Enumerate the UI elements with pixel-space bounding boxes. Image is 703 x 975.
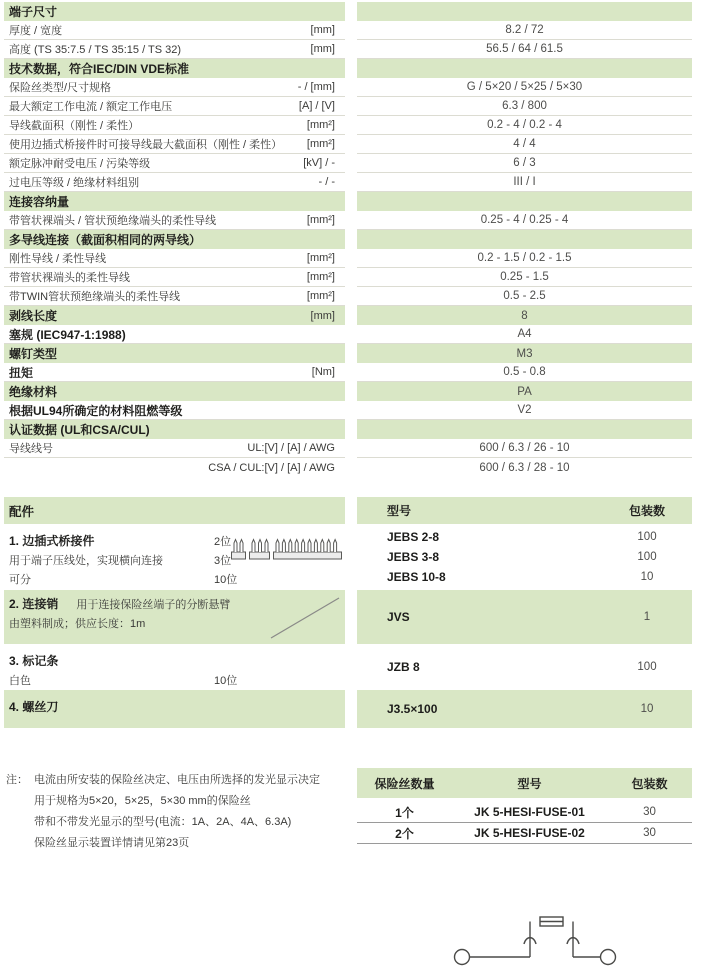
accessory-name: 1. 边插式桥接件 [9, 534, 95, 548]
spec-label: 扭矩 [9, 365, 34, 380]
spec-label: 塞规 (IEC947-1:1988) [9, 327, 126, 342]
spec-unit: [mm²] [306, 271, 335, 283]
spec-value: 0.5 - 2.5 [357, 287, 692, 306]
spec-value: V2 [357, 401, 692, 420]
spec-label: 高度 (TS 35:7.5 / TS 35:15 / TS 32) [9, 44, 182, 56]
spec-row [4, 154, 692, 173]
spec-value: 4 / 4 [357, 135, 692, 154]
spec-value: G / 5×20 / 5×25 / 5×30 [357, 78, 692, 97]
section-title: 绝缘材料 [9, 385, 58, 399]
accessories-title: 配件 [4, 497, 345, 524]
accessory-poles: 10位 [214, 674, 238, 687]
spec-label: 根据UL94所确定的材料阻燃等级 [9, 403, 183, 418]
accessory-desc: 可分 [9, 573, 31, 586]
spec-unit: [mm²] [306, 214, 335, 226]
accessory-name: 2. 连接销 [9, 597, 59, 611]
spec-unit: - / - [318, 176, 335, 188]
spec-value: A4 [357, 325, 692, 344]
accessories-panel [4, 497, 345, 728]
spec-row [4, 40, 692, 59]
models-table [357, 497, 692, 728]
fuse-row [357, 802, 692, 823]
accessory-item-pin [4, 590, 345, 644]
spec-value: 6.3 / 800 [357, 97, 692, 116]
spec-row [4, 401, 692, 420]
spec-unit: [kV] / - [303, 157, 335, 169]
spec-value: 0.2 - 1.5 / 0.2 - 1.5 [357, 249, 692, 268]
spec-value: 8 [357, 306, 692, 325]
spec-value [357, 420, 692, 439]
spec-value [357, 59, 692, 78]
section-title: 端子尺寸 [9, 5, 58, 19]
column-fuse-qty: 保险丝数量 [374, 776, 435, 791]
spec-label: 带管状裸端头的柔性导线 [9, 272, 130, 284]
note-line: 保险丝显示装置详情请见第23页 [34, 837, 190, 849]
accessory-desc: 白色 [9, 674, 31, 687]
pack-qty: 10 [640, 703, 654, 715]
spec-value: M3 [357, 344, 692, 363]
spec-unit: CSA / CUL:[V] / [A] / AWG [208, 461, 335, 474]
model-number: J3.5×100 [387, 702, 438, 716]
spec-unit: [Nm] [311, 366, 335, 378]
connecting-pin-icon [269, 596, 341, 640]
model-row [357, 699, 692, 719]
fuse-table-header [357, 768, 692, 798]
section-title: 技术数据，符合IEC/DIN VDE标准 [9, 62, 190, 76]
spec-value: 0.25 - 4 / 0.25 - 4 [357, 211, 692, 230]
model-number: JEBS 10-8 [387, 570, 446, 584]
accessory-name: 3. 标记条 [9, 654, 59, 668]
spec-label: 保险丝类型/尺寸规格 [9, 82, 112, 94]
spec-label: 刚性导线 / 柔性导线 [9, 253, 107, 265]
column-model: 型号 [387, 504, 412, 518]
spec-unit: [mm] [310, 24, 335, 36]
spec-unit: UL:[V] / [A] / AWG [247, 442, 335, 454]
column-pack: 包装数 [631, 776, 668, 791]
models-group [357, 647, 692, 687]
accessory-desc: 用于连接保险丝端子的分断悬臂 [76, 598, 231, 611]
spec-value: 0.25 - 1.5 [357, 268, 692, 287]
spec-label: 带TWIN管状预绝缘端头的柔性导线 [9, 291, 181, 303]
accessory-item-bridge [4, 527, 345, 587]
bridge-comb-icon [231, 535, 343, 561]
spec-section-header [4, 59, 692, 78]
spec-row [4, 458, 692, 477]
model-number: JZB 8 [387, 660, 420, 674]
spec-value: PA [357, 382, 692, 401]
pack-qty: 100 [637, 661, 657, 673]
spec-section-header [4, 420, 692, 439]
section-title: 剥线长度 [9, 309, 58, 323]
spec-section-header [4, 2, 692, 21]
fuse-row [357, 823, 692, 844]
spec-unit: [mm] [310, 309, 335, 322]
pack-qty: 1 [643, 611, 651, 623]
accessory-item-screwdriver [4, 690, 345, 728]
spec-value: 600 / 6.3 / 28 - 10 [479, 461, 570, 474]
spec-section-header [4, 344, 692, 363]
spec-value [357, 2, 692, 21]
spec-unit: [A] / [V] [298, 100, 335, 112]
spec-label: 额定脉冲耐受电压 / 污染等级 [9, 158, 151, 170]
model-number: JVS [387, 610, 410, 624]
spec-row [4, 21, 692, 40]
spec-unit: - / [mm] [297, 81, 335, 93]
model-number: JK 5-HESI-FUSE-01 [474, 805, 585, 819]
section-title: 多导线连接（截面积相同的两导线） [9, 233, 202, 247]
accessory-poles: 3位 [214, 554, 232, 567]
spec-row [4, 116, 692, 135]
model-number: JEBS 2-8 [387, 530, 440, 544]
note-prefix: 注： [6, 774, 28, 786]
spec-row [4, 249, 692, 268]
spec-unit: [mm²] [306, 119, 335, 131]
fuse-qty: 2个 [395, 826, 414, 841]
spec-table [4, 2, 692, 477]
spec-label: 厚度 / 宽度 [9, 25, 63, 37]
spec-value: III / I [357, 173, 692, 192]
section-title: 认证数据 (UL和CSA/CUL) [9, 423, 150, 437]
accessory-poles: 10位 [214, 573, 238, 586]
spec-row [4, 78, 692, 97]
model-row [357, 527, 692, 547]
section-title: 连接容纳量 [9, 195, 70, 209]
column-pack: 包装数 [628, 504, 665, 518]
accessory-poles: 2位 [214, 535, 232, 548]
spec-row [4, 97, 692, 116]
spec-row [4, 135, 692, 154]
accessory-desc: 由塑料制成；供应长度：1m [9, 617, 146, 630]
spec-value: 0.2 - 4 / 0.2 - 4 [357, 116, 692, 135]
spec-row [4, 173, 692, 192]
accessory-desc: 用于端子压线处，实现横向连接 [9, 554, 163, 567]
models-group [357, 527, 692, 587]
spec-label: 导线线号 [9, 443, 53, 455]
spec-unit: [mm²] [306, 290, 335, 302]
pack-qty: 30 [643, 806, 656, 818]
pack-qty: 100 [637, 551, 657, 563]
note-line: 用于规格为5×20，5×25，5×30 mm的保险丝 [34, 795, 251, 807]
spec-row [4, 268, 692, 287]
models-group [357, 590, 692, 644]
models-table-header [357, 497, 692, 524]
spec-label: 过电压等级 / 绝缘材料组别 [9, 177, 140, 189]
fuse-count-table [357, 768, 692, 844]
spec-section-header [4, 382, 692, 401]
note-line: 带和不带发光显示的型号(电流：1A、2A、4A、6.3A) [34, 816, 292, 828]
spec-section-header [4, 306, 692, 325]
accessory-item-marker [4, 647, 345, 687]
model-row [357, 547, 692, 567]
model-row [357, 657, 692, 677]
pack-qty: 10 [640, 571, 654, 583]
model-row [357, 607, 692, 627]
spec-label: 最大额定工作电流 / 额定工作电压 [9, 101, 173, 113]
spec-value: 56.5 / 64 / 61.5 [357, 40, 692, 59]
spec-section-header [4, 230, 692, 249]
spec-label: 导线截面积（刚性 / 柔性） [9, 120, 140, 132]
spec-label: 使用边插式桥接件时可接导线最大截面积（刚性 / 柔性） [9, 139, 283, 151]
accessory-name: 4. 螺丝刀 [9, 700, 59, 714]
models-group [357, 690, 692, 728]
model-number: JEBS 3-8 [387, 550, 440, 564]
spec-unit: [mm²] [306, 138, 335, 150]
spec-row [4, 439, 692, 458]
spec-value: 8.2 / 72 [357, 21, 692, 40]
spec-row [4, 363, 692, 382]
column-model: 型号 [517, 776, 542, 791]
spec-value: 600 / 6.3 / 26 - 10 [357, 439, 692, 458]
pack-qty: 30 [643, 827, 656, 839]
spec-value [357, 230, 692, 249]
fuse-table-body [357, 802, 692, 844]
model-row [357, 567, 692, 587]
spec-row [4, 325, 692, 344]
model-number: JK 5-HESI-FUSE-02 [474, 826, 585, 840]
spec-value [357, 192, 692, 211]
spec-label: 带管状裸端头 / 管状预绝缘端头的柔性导线 [9, 215, 217, 227]
spec-value: 0.5 - 0.8 [357, 363, 692, 382]
spec-row [4, 211, 692, 230]
spec-value: 6 / 3 [357, 154, 692, 173]
fuse-terminal-schematic [448, 906, 624, 968]
fuse-qty: 1个 [395, 805, 414, 820]
pack-qty: 100 [637, 531, 657, 543]
spec-row [4, 287, 692, 306]
note-line: 电流由所安装的保险丝决定、电压由所选择的发光显示决定 [34, 774, 320, 786]
section-title: 螺钉类型 [9, 347, 58, 361]
spec-section-header [4, 192, 692, 211]
spec-unit: [mm²] [306, 252, 335, 264]
note-body [34, 770, 320, 854]
footnote [6, 770, 320, 854]
spec-unit: [mm] [310, 43, 335, 55]
